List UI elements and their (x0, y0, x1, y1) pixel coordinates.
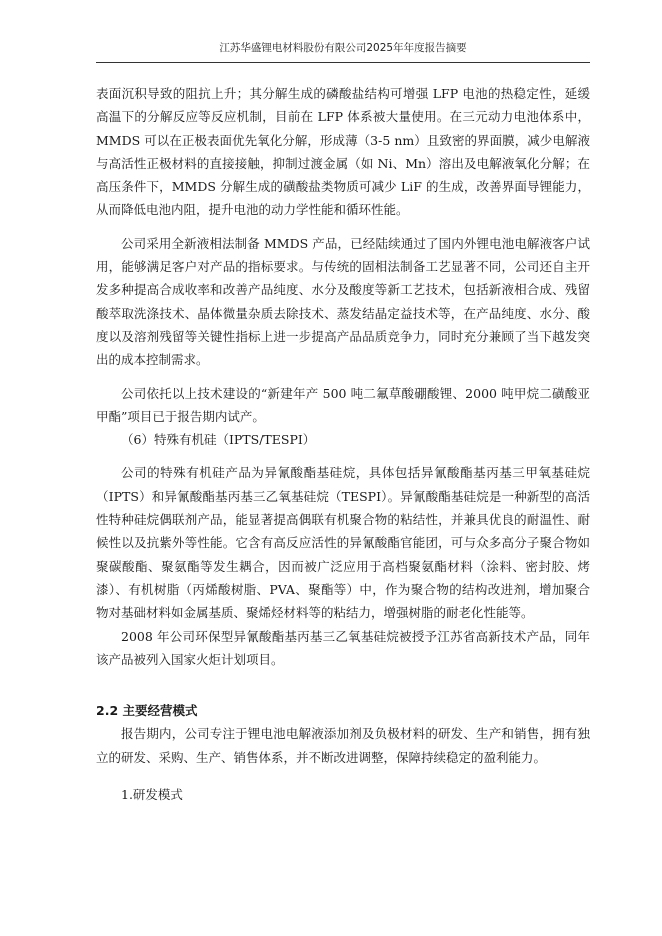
paragraph-isocyanate-silane: 公司的特殊有机硅产品为异氰酸酯基硅烷，具体包括异氰酸酯基丙基三甲氧基硅烷（IPTS）和异氰酸酯基丙基三乙氧基硅烷（TESPI）。异氰酸酯基硅烷是一种新型的高活性特种硅烷偶联剂产品，能显著提高偶联有机聚合物的粘结性，并兼具优良的耐温性、耐候性以及抗紫外等性能。它含有高反应活性的异氰酸酯官能团，可与众多高分子聚合物如聚碳酸酯、聚氨酯等发生耦合，因而被广泛应用于高档聚氨酯材料（涂料、密封胶、烤漆）、有机树脂（丙烯酸树脂、PVA、聚酯等）中，作为聚合物的结构改进剂，增加聚合物对基础材料如金属基质、聚烯烃材料等的粘结力，增强树脂的耐老化性能等。 (96, 465, 590, 621)
subheading-rd-model: 1.研发模式 (121, 787, 183, 803)
paragraph-2008-award: 2008 年公司环保型异氰酸酯基丙基三乙氧基硅烷被授予江苏省高新技术产品，同年该产品被列入国家火炬计划项目。 (96, 628, 590, 667)
paragraph-business-overview: 报告期内，公司专注于锂电池电解液添加剂及负极材料的研发、生产和销售，拥有独立的研发、采购、生产、销售体系，并不断改进调整，保障持续稳定的盈利能力。 (96, 726, 590, 765)
paragraph-project-trial: 公司依托以上技术建设的“新建年产 500 吨二氟草酸硼酸锂、2000 吨甲烷二磺酸亚甲酯”项目已于报告期内试产。 (96, 385, 590, 424)
document-body (96, 82, 590, 806)
subheading-special-silicone: （6）特殊有机硅（IPTS/TESPI） (121, 432, 316, 448)
paragraph-mmds-process: 公司采用全新液相法制备 MMDS 产品，已经陆续通过了国内外锂电池电解液客户试用，能够满足客户对产品的指标要求。与传统的固相法制备工艺显著不同，公司还自主开发多种提高合成收率和改善产品纯度、水分及酸度等新工艺技术，包括新液相合成、残留酸萃取洗涤技术、晶体微量杂质去除技术、蒸发结晶定益技术等，在产品纯度、水分、酸度以及溶剂残留等关键性指标上进一步提高产品品质竞争力，同时充分兼顾了当下越发突出的成本控制需求。 (96, 235, 590, 368)
header-divider (96, 62, 590, 63)
report-header-title: 江苏华盛锂电材料股份有限公司2025年年度报告摘要 (219, 42, 467, 54)
paragraph-mmds-mechanism: 表面沉积导致的阻抗上升；其分解生成的磷酸盐结构可增强 LFP 电池的热稳定性，延缓高温下的分解反应等反应机制，目前在 LFP 体系被大量使用。在三元动力电池体系中，MMDS 可以在正极表面优先氧化分解，形成薄（3-5 nm）且致密的界面膜，减少电解液与高活性正极材料的直接接触，抑制过渡金属（如 Ni、Mn）溶出及电解液氧化分解；在高压条件下，MMDS 分解生成的磺酸盐类物质可减少 LiF 的生成，改善界面导锂能力，从而降低电池内阻，提升电池的动力学性能和循环性能。 (96, 86, 590, 218)
section-heading-business-model: 2.2 主要经营模式 (96, 703, 198, 719)
